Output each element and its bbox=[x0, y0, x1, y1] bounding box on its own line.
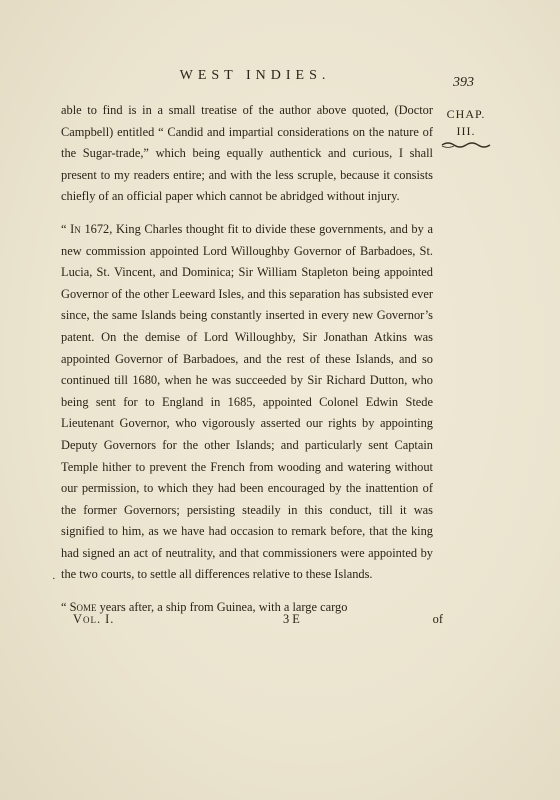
signature-mark: 3 E bbox=[283, 612, 300, 626]
page-number: 393 bbox=[453, 75, 474, 90]
margin-dot: · bbox=[52, 573, 56, 585]
running-head: WEST INDIES. bbox=[179, 68, 331, 83]
paragraph-2-text: 1672, King Charles thought fit to divide these governments, and by a new commission appointed Lord Willoughby Governor of Barbadoes, St. Lucia, St. Vincent, and Dominica; Sir William Stapleton being appointed Governor of the other Leeward Isles, and this separation has subsisted ever since, the same Islands being constantly inserted in every new Governor’s patent. On the demise of Lord Willoughby, Sir Jonathan Atkins was appointed Governor of Barbadoes, and the rest of these Islands, and so continued till 1680, when he was succeeded by Sir Richard Dutton, who being sent for to England in 1685, appointed Colonel Edwin Stede Lieutenant Governor, who vigorously asserted our rights by appointing Deputy Governors for the other Islands; and particularly sent Captain Temple hither to prevent the French from wooding and watering without our permission, to which they had been encouraged by the inattention of the former Governors; persisting steadily in this conduct, till it was signified to him, as we have had occasion to remark before, that the king had signed an act of neutrality, and that commissioners were appointed by the two courts, to settle all differences relative to these Islands. bbox=[61, 221, 433, 582]
paragraph-2 bbox=[61, 219, 433, 586]
chapter-number: III. bbox=[456, 124, 476, 138]
paragraph-2-lead: In bbox=[70, 221, 81, 236]
ornament-flourish bbox=[440, 141, 492, 149]
page-footer bbox=[73, 612, 443, 632]
paragraph-1-text: able to find is in a small treatise of the author above quoted, (Doctor Campbell) entitled “ Candid and impartial considerations on the nature of the Sugar-trade,” which being equally authentick and curious, I shall present to my readers entire; and with the less scruple, because it consists chiefly of an official paper which cannot be abridged without injury. bbox=[61, 103, 433, 204]
body-text bbox=[61, 100, 433, 619]
paragraph-3-text: years after, a ship from Guinea, with a large cargo bbox=[96, 600, 348, 615]
chapter-margin-note bbox=[436, 106, 496, 149]
volume-label: Vol. I. bbox=[73, 612, 115, 626]
catchword: of bbox=[432, 612, 443, 626]
paragraph-2-quote: “ bbox=[61, 221, 67, 236]
paragraph-3-lead: Some bbox=[69, 600, 97, 615]
chapter-label: CHAP. bbox=[446, 107, 486, 121]
paragraph-1 bbox=[61, 100, 433, 208]
paragraph-3-quote: “ bbox=[61, 600, 67, 615]
